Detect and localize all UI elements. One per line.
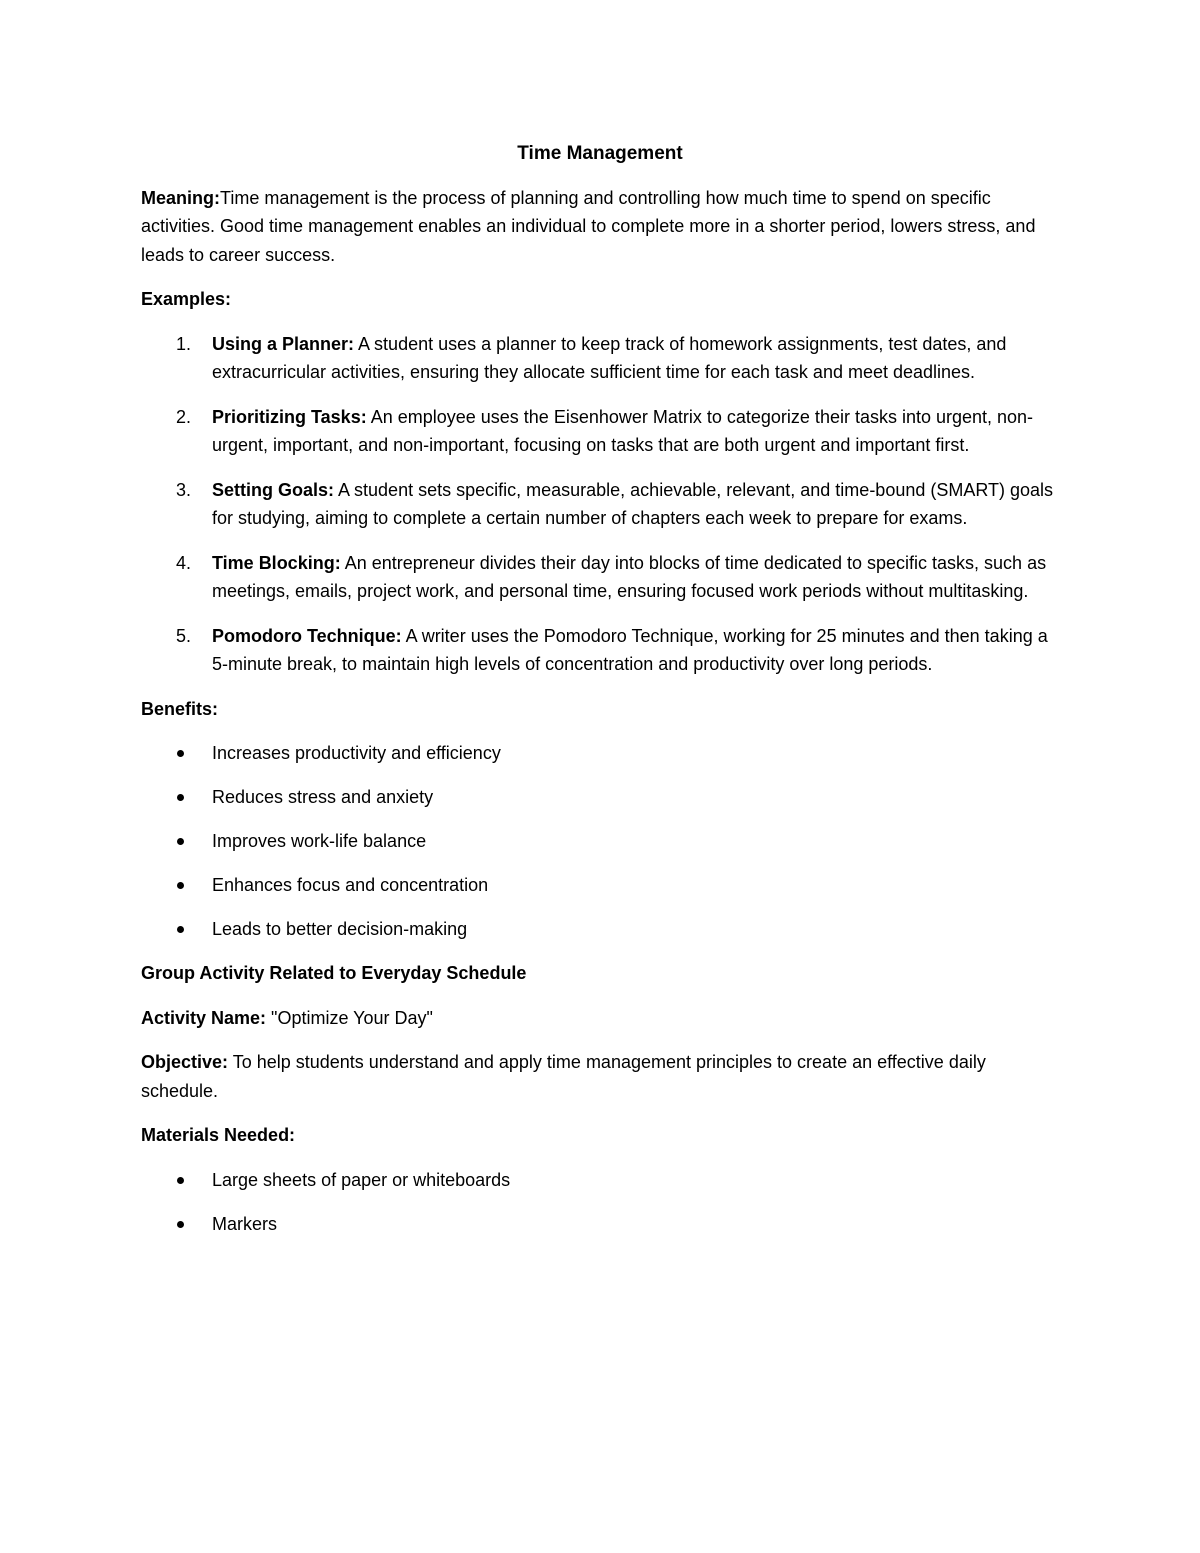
meaning-label: Meaning: — [141, 187, 220, 208]
benefit-text: Improves work-life balance — [212, 831, 427, 852]
benefit-text: Leads to better decision-making — [212, 919, 468, 940]
list-number: 5. — [176, 625, 192, 646]
bullet-icon — [177, 794, 184, 801]
page-title: Time Management — [517, 143, 683, 164]
list-item — [141, 1210, 1061, 1239]
list-item — [141, 1166, 1061, 1195]
document-body — [141, 140, 1061, 1254]
material-text: Markers — [212, 1214, 278, 1235]
example-item — [141, 403, 1061, 460]
list-number: 3. — [176, 479, 192, 500]
bullet-icon — [177, 1221, 184, 1228]
example-label: Prioritizing Tasks: — [212, 406, 367, 427]
meaning-text: Time management is the process of planning and controlling how much time to spend on specific activities. Good time management enables an individual to complete more in a shorter period, lowers stress, and leads to career success. — [141, 187, 1036, 265]
example-label: Pomodoro Technique: — [212, 625, 402, 646]
materials-list — [141, 1166, 1061, 1239]
bullet-icon — [177, 1177, 184, 1184]
benefits-heading: Benefits: — [141, 698, 219, 719]
group-activity-heading: Group Activity Related to Everyday Schedule — [141, 963, 527, 984]
benefit-text: Increases productivity and efficiency — [212, 743, 501, 763]
example-label: Setting Goals: — [212, 479, 335, 500]
example-item — [141, 622, 1061, 679]
list-item — [141, 827, 1061, 856]
bullet-icon — [177, 838, 184, 845]
benefits-list — [141, 739, 1061, 944]
examples-list — [141, 330, 1061, 679]
objective-label: Objective: — [141, 1052, 229, 1073]
examples-heading: Examples: — [141, 289, 232, 309]
benefit-text: Enhances focus and concentration — [212, 875, 489, 896]
example-text: A student uses a planner to keep track of homework assignments, test dates, and extracurricular activities, ensuring they allocate sufficient time for each task and meet deadlines. — [212, 333, 1007, 382]
list-item — [141, 915, 1061, 944]
objective-paragraph — [141, 1048, 1061, 1105]
meaning-paragraph — [141, 184, 1061, 270]
list-item — [141, 871, 1061, 900]
activity-name-value: "Optimize Your Day" — [266, 1007, 433, 1028]
materials-heading: Materials Needed: — [141, 1125, 296, 1146]
example-label: Using a Planner: — [212, 333, 355, 354]
bullet-icon — [177, 926, 184, 933]
objective-text: To help students understand and apply time management principles to create an effective daily schedule. — [141, 1052, 986, 1101]
example-text: An entrepreneur divides their day into blocks of time dedicated to specific tasks, such as meetings, emails, project work, and personal time, ensuring focused work periods without multitasking. — [212, 552, 1047, 601]
example-label: Time Blocking: — [212, 552, 341, 573]
list-number: 4. — [176, 552, 192, 573]
benefit-text: Reduces stress and anxiety — [212, 787, 434, 808]
example-item — [141, 549, 1061, 606]
list-item — [141, 783, 1061, 812]
activity-name-paragraph — [141, 1004, 1061, 1033]
list-number: 2. — [176, 406, 192, 427]
example-text: A writer uses the Pomodoro Technique, working for 25 minutes and then taking a 5-minute break, to maintain high levels of concentration and productivity over long periods. — [212, 625, 1048, 674]
list-number: 1. — [176, 333, 192, 354]
material-text: Large sheets of paper or whiteboards — [212, 1169, 511, 1190]
activity-name-label: Activity Name: — [141, 1007, 267, 1028]
example-text: An employee uses the Eisenhower Matrix to categorize their tasks into urgent, non-urgent, important, and non-important, focusing on tasks that are both urgent and important first. — [212, 406, 1034, 455]
example-text: A student sets specific, measurable, achievable, relevant, and time-bound (SMART) goals for studying, aiming to complete a certain number of chapters each week to prepare for exams. — [212, 479, 1054, 528]
list-item — [141, 739, 1061, 768]
example-item — [141, 330, 1061, 387]
bullet-icon — [177, 750, 184, 757]
example-item — [141, 476, 1061, 533]
bullet-icon — [177, 882, 184, 889]
